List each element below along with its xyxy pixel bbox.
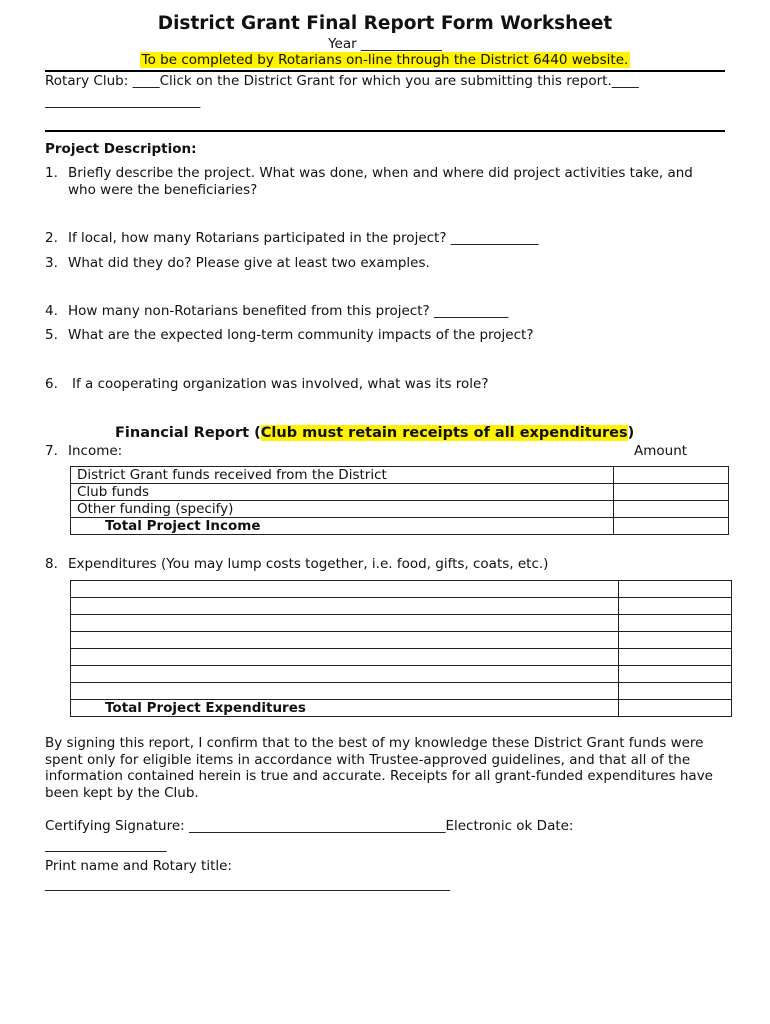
question-1-line-2: who were the beneficiaries? bbox=[68, 182, 258, 198]
section-rule bbox=[45, 130, 725, 132]
financial-title-end: ) bbox=[627, 425, 635, 441]
page-title: District Grant Final Report Form Worksheet bbox=[157, 13, 613, 34]
table-row bbox=[71, 700, 732, 717]
online-notice bbox=[0, 52, 770, 68]
expense-item-cell[interactable] bbox=[71, 598, 619, 615]
expense-item-cell[interactable] bbox=[71, 615, 619, 632]
income-amount-cell[interactable] bbox=[614, 467, 729, 484]
expense-item-cell[interactable] bbox=[71, 649, 619, 666]
table-row bbox=[71, 581, 732, 598]
income-row-label: Other funding (specify) bbox=[71, 501, 614, 518]
table-row bbox=[71, 615, 732, 632]
project-description-heading: Project Description: bbox=[45, 141, 197, 157]
expense-item-cell[interactable] bbox=[71, 581, 619, 598]
date-field[interactable]: __________________ bbox=[45, 837, 167, 853]
expense-item-cell[interactable] bbox=[71, 632, 619, 649]
expenditures-total-label: Total Project Expenditures bbox=[71, 700, 619, 717]
income-total-cell[interactable] bbox=[614, 518, 729, 535]
expenditures-table bbox=[70, 580, 732, 717]
certifying-signature-field[interactable]: Certifying Signature: ______________________________________Electronic ok Date: bbox=[45, 818, 574, 834]
question-5: What are the expected long-term community impacts of the project? bbox=[68, 327, 534, 343]
table-row bbox=[71, 501, 729, 518]
question-number: 3. bbox=[45, 255, 58, 271]
question-number: 4. bbox=[45, 303, 58, 319]
receipts-warning: Club must retain receipts of all expenditures bbox=[260, 425, 628, 441]
question-number: 8. bbox=[45, 556, 58, 572]
expense-amount-cell[interactable] bbox=[619, 615, 732, 632]
table-row bbox=[71, 649, 732, 666]
rotary-club-field-continued[interactable]: _______________________ bbox=[45, 93, 201, 109]
table-row bbox=[71, 632, 732, 649]
income-amount-cell[interactable] bbox=[614, 501, 729, 518]
table-row bbox=[71, 666, 732, 683]
print-name-field[interactable]: ____________________________________________________________ bbox=[45, 876, 450, 892]
print-name-label: Print name and Rotary title: bbox=[45, 858, 232, 874]
question-4[interactable]: How many non-Rotarians benefited from this project? ___________ bbox=[68, 303, 509, 319]
income-table bbox=[70, 466, 729, 535]
question-3: What did they do? Please give at least two examples. bbox=[68, 255, 430, 271]
expense-amount-cell[interactable] bbox=[619, 598, 732, 615]
rotary-club-field[interactable]: Rotary Club: ____Click on the District Grant for which you are submitting this report.____ bbox=[45, 73, 639, 89]
table-row bbox=[71, 518, 729, 535]
income-amount-cell[interactable] bbox=[614, 484, 729, 501]
question-number: 7. bbox=[45, 443, 58, 459]
table-row bbox=[71, 598, 732, 615]
table-row bbox=[71, 683, 732, 700]
table-row bbox=[71, 484, 729, 501]
question-number: 2. bbox=[45, 230, 58, 246]
question-number: 1. bbox=[45, 165, 58, 181]
question-1-line-1: Briefly describe the project. What was done, when and where did project activities take, and bbox=[68, 165, 693, 181]
table-row bbox=[71, 467, 729, 484]
certification-statement: By signing this report, I confirm that to the best of my knowledge these District Grant funds were spent only for eligible items in accordance with Trustee-approved guidelines, and that all of the information contained herein is true and accurate. Receipts for all grant-funded expenditures have been kept by the Club. bbox=[45, 735, 713, 801]
year-field[interactable]: Year ____________ bbox=[328, 36, 442, 52]
question-2[interactable]: If local, how many Rotarians participated in the project? _____________ bbox=[68, 230, 539, 246]
expense-amount-cell[interactable] bbox=[619, 649, 732, 666]
income-row-label: District Grant funds received from the District bbox=[71, 467, 614, 484]
header-rule bbox=[45, 70, 725, 72]
financial-title-start: Financial Report ( bbox=[115, 425, 261, 441]
expense-amount-cell[interactable] bbox=[619, 581, 732, 598]
income-label: Income: bbox=[68, 443, 123, 459]
expense-item-cell[interactable] bbox=[71, 683, 619, 700]
question-number: 6. bbox=[45, 376, 58, 392]
amount-label: Amount bbox=[634, 443, 688, 459]
expenditures-total-cell[interactable] bbox=[619, 700, 732, 717]
income-row-label: Club funds bbox=[71, 484, 614, 501]
online-notice-text: To be completed by Rotarians on-line through the District 6440 website. bbox=[141, 52, 629, 68]
expenditures-label: Expenditures (You may lump costs together, i.e. food, gifts, coats, etc.) bbox=[68, 556, 549, 572]
question-6: If a cooperating organization was involved, what was its role? bbox=[72, 376, 489, 392]
question-number: 5. bbox=[45, 327, 58, 343]
expense-item-cell[interactable] bbox=[71, 666, 619, 683]
financial-report-heading bbox=[115, 425, 634, 441]
expense-amount-cell[interactable] bbox=[619, 666, 732, 683]
income-total-label: Total Project Income bbox=[71, 518, 614, 535]
expense-amount-cell[interactable] bbox=[619, 632, 732, 649]
expense-amount-cell[interactable] bbox=[619, 683, 732, 700]
